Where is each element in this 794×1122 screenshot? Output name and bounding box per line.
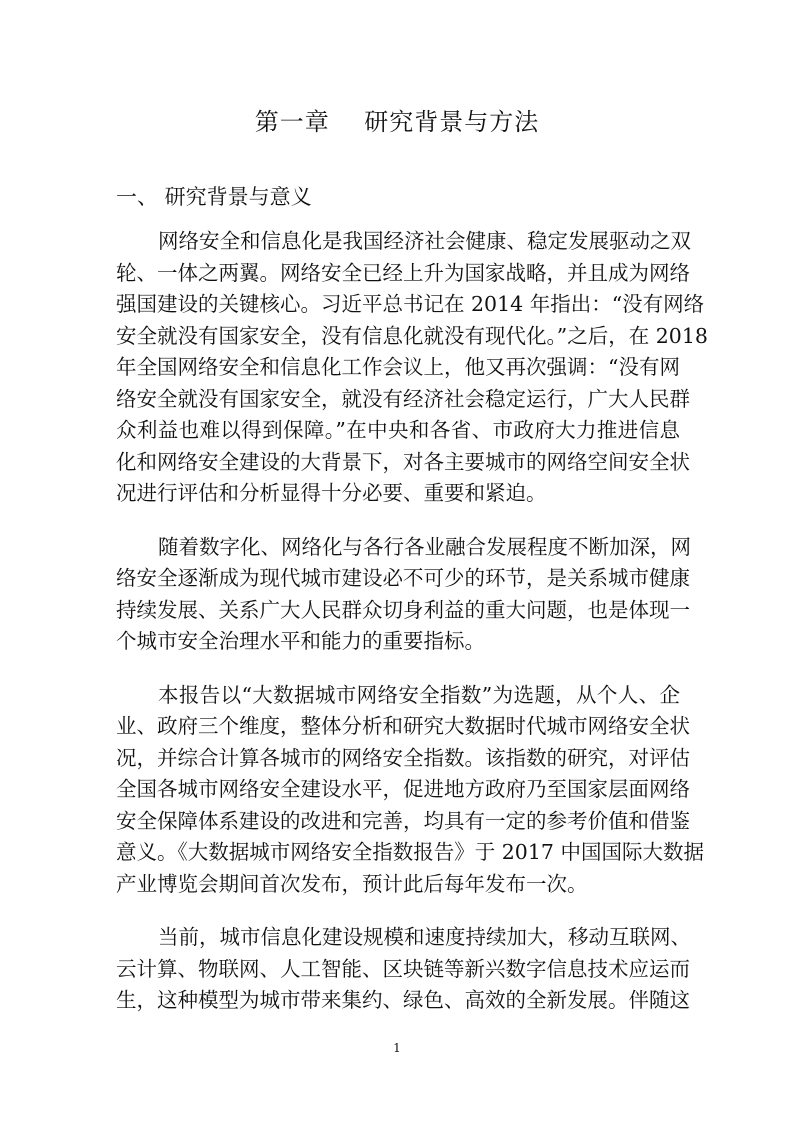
- text-line: 况，并综合计算各城市的网络安全指数。该指数的研究，对评估: [116, 745, 690, 770]
- text-line: 众利益也难以得到保障。”在中央和各省、市政府大力推进信息: [116, 418, 680, 442]
- text-line: 生，这种模型为城市带来集约、绿色、高效的全新发展。伴随这: [116, 988, 690, 1012]
- text-line: 化和网络安全建设的大背景下，对各主要城市的网络空间安全状: [116, 449, 690, 474]
- text-line: 强国建设的关键核心。习近平总书记在 2014 年指出：“没有网络: [116, 292, 705, 316]
- text-line: 意义。《大数据城市网络安全指数报告》于 2017 中国国际大数据: [116, 840, 704, 864]
- paragraph-1: [116, 226, 708, 510]
- text-line: 络安全就没有国家安全，就没有经济社会稳定运行，广大人民群: [116, 386, 690, 411]
- text-line: 当前，城市信息化建设规模和速度持续加大，移动互联网、: [158, 925, 691, 949]
- chapter-title: 第一章 研究背景与方法: [254, 108, 540, 136]
- paragraph-3: [116, 680, 704, 901]
- text-line: 个城市安全治理水平和能力的重要指标。: [116, 629, 485, 653]
- text-line: 安全保障体系建设的改进和完善，均具有一定的参考价值和借鉴: [116, 808, 690, 833]
- text-line: 安全就没有国家安全，没有信息化就没有现代化。”之后，在 2018: [116, 323, 708, 348]
- text-line: 产业博览会期间首次发布，预计此后每年发布一次。: [116, 871, 588, 896]
- text-line: 持续发展、关系广大人民群众切身利益的重大问题，也是体现一: [116, 597, 690, 622]
- section-heading: 一、 研究背景与意义: [116, 185, 312, 209]
- text-line: 本报告以“大数据城市网络安全指数”为选题，从个人、企: [158, 682, 680, 707]
- text-line: 网络安全和信息化是我国经济社会健康、稳定发展驱动之双: [158, 229, 691, 253]
- text-line: 年全国网络安全和信息化工作会议上，他又再次强调：“没有网: [116, 355, 680, 379]
- paragraph-2: [116, 532, 691, 658]
- body-text: [116, 226, 708, 1039]
- page-number: 1: [393, 1041, 401, 1055]
- text-line: 况进行评估和分析显得十分必要、重要和紧迫。: [116, 481, 547, 505]
- text-line: 云计算、物联网、人工智能、区块链等新兴数字信息技术应运而: [116, 956, 690, 981]
- text-line: 随着数字化、网络化与各行各业融合发展程度不断加深，网: [158, 534, 691, 559]
- text-line: 络安全逐渐成为现代城市建设必不可少的环节，是关系城市健康: [116, 566, 690, 590]
- text-line: 业、政府三个维度，整体分析和研究大数据时代城市网络安全状: [116, 714, 690, 738]
- text-line: 全国各城市网络安全建设水平，促进地方政府乃至国家层面网络: [116, 777, 690, 801]
- paragraph-4: [116, 922, 691, 1017]
- text-line: 轮、一体之两翼。网络安全已经上升为国家战略，并且成为网络: [116, 260, 690, 285]
